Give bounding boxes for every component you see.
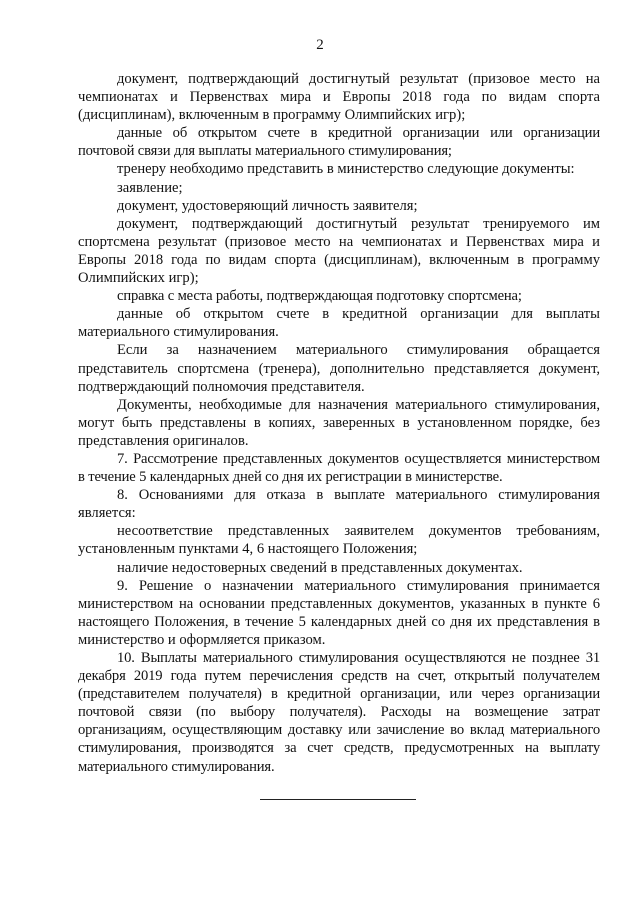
paragraph-coach-documents: тренеру необходимо представить в министерство следующие документы: [117,161,575,178]
end-divider-line [260,799,416,800]
paragraph-representative: Если за назначением материального стимулирования обращается представитель спортсмена (тренера), дополнительно представляется документ, подтверждающий полномочия представителя. [78,342,600,395]
paragraph-refusal-mismatch: несоответствие представленных заявителем документов требованиям, установленным пунктами 4, 6 настоящего Положения; [78,523,600,558]
paragraph-identity-document: документ, удостоверяющий личность заявителя; [117,197,418,214]
paragraph-application: заявление; [117,179,183,196]
paragraph-item-10: 10. Выплаты материального стимулирования осуществляются не позднее 31 декабря 2019 года путем перечисления средств на счет, открытый получателем (представителем получателя) в кредитной организации, или через организации почтовой связи (по выбору получателя). Расходы на возмещение затрат организациям, осуществляющим доставку или зачисление во вклад материального стимулирования, производятся за счет средств, предусмотренных на выплату материального стимулирования. [78,650,600,775]
paragraph-item-8: 8. Основаниями для отказа в выплате материального стимулирования является: [78,487,600,522]
paragraph-employment-certificate: справка с места работы, подтверждающая подготовку спортсмена; [117,288,522,305]
page-number: 2 [316,37,324,53]
paragraph-refusal-invalid-data: наличие недостоверных сведений в представленных документах. [117,559,523,576]
paragraph-document-copies: Документы, необходимые для назначения материального стимулирования, могут быть представлены в копиях, заверенных в установленном порядке, без представления оригиналов. [78,396,600,449]
paragraph-achievement-document: документ, подтверждающий достигнутый результат (призовое место на чемпионатах и Первенствах мира и Европы 2018 года по видам спорта (дисциплинам), включенным в программу Олимпийских игр); [78,71,600,124]
paragraph-coach-bank-account: данные об открытом счете в кредитной организации для выплаты материального стимулирования. [78,306,600,341]
paragraph-item-7: 7. Рассмотрение представленных документов осуществляется министерством в течение 5 календарных дней со дня их регистрации в министерстве. [78,450,600,486]
paragraph-trainee-achievement: документ, подтверждающий достигнутый результат тренируемого им спортсмена результат (призовое место на чемпионатах и Первенствах мира и Европы 2018 года по видам спорта (дисциплинам), включенным в программу Олимпийских игр); [78,215,600,287]
paragraph-item-9: 9. Решение о назначении материального стимулирования принимается министерством на основании представленных документов, указанных в пункте 6 настоящего Положения, в течение 5 календарных дней со дня их представления в министерство и оформляется приказом. [78,577,600,648]
document-body [78,70,600,776]
paragraph-bank-account: данные об открытом счете в кредитной организации или организации почтовой связи для выплаты материального стимулирования; [78,125,600,160]
